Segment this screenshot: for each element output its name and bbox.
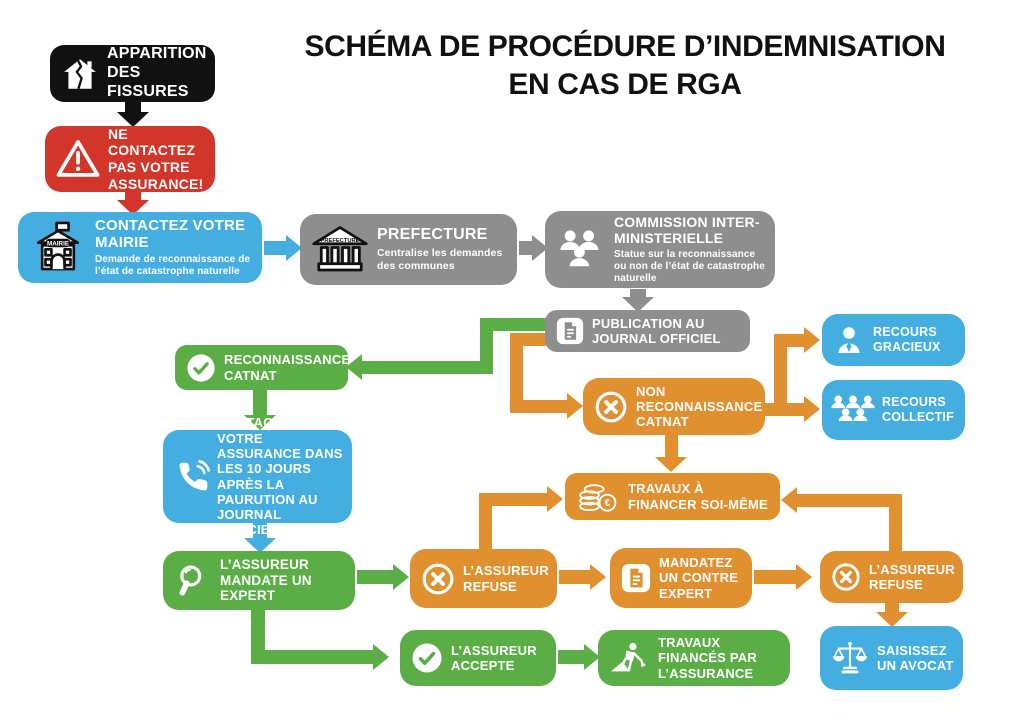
arrowhead	[547, 486, 563, 512]
person-icon	[833, 324, 865, 356]
x-circle-icon	[831, 562, 861, 592]
prefecture-building-icon	[311, 225, 369, 275]
connector-reconnaissance-contact	[253, 390, 267, 416]
connector-publication-reconnaissance	[486, 318, 546, 331]
connector-expert-accepte	[251, 650, 373, 664]
node-assureur-refuse-2	[820, 551, 963, 603]
node-label: SAISISSEZ UN AVOCAT	[877, 642, 954, 673]
svg-text:MAIRIE: MAIRIE	[46, 239, 70, 247]
arrowhead	[804, 396, 820, 422]
node-assureur-refuse-1	[410, 549, 557, 608]
connector-refuse2-travaux	[797, 494, 902, 507]
connector-refuse1-travaux	[479, 493, 547, 506]
node-travaux-finances-par-assurance	[598, 630, 790, 686]
connector-accepte-travaux	[558, 650, 584, 664]
check-circle-icon	[186, 353, 216, 383]
scales-icon	[831, 640, 869, 676]
node-saisissez-un-avocat	[820, 626, 963, 690]
connector-publication-reconnaissance	[362, 361, 481, 374]
node-label: NE CONTACTEZ PAS VOTRE ASSURANCE!	[108, 125, 204, 192]
node-label: COMMISSION INTER-MINISTERIELLE	[614, 213, 760, 247]
node-label: CONTACTEZ VOTRE MAIRIE	[95, 216, 246, 252]
node-label: L’ASSUREUR ACCEPTE	[451, 642, 537, 673]
node-assureur-accepte	[400, 630, 556, 686]
connector-mairie-prefecture	[264, 241, 286, 255]
connector-branch-recours-collectif	[787, 403, 804, 416]
phone-icon	[174, 458, 212, 496]
document-icon	[621, 563, 651, 593]
connector-publication-non-reconnaissance	[510, 333, 523, 413]
node-commission-interministerielle	[545, 211, 775, 288]
node-sublabel: Centralise les demandes des communes	[377, 247, 503, 272]
node-sublabel: Demande de reconnaissance de l’état de catastrophe naturelle	[95, 254, 251, 278]
svg-text:€: €	[604, 497, 611, 509]
connector-expert-refuse1	[357, 570, 393, 584]
node-label: TRAVAUX FINANCÉS PAR L’ASSURANCE	[658, 635, 757, 681]
group-icon	[830, 394, 876, 426]
magnifier-icon	[174, 562, 212, 600]
node-label: NON RECONNAISSANCE CATNAT	[636, 383, 763, 430]
node-non-reconnaissance-catnat	[583, 378, 765, 435]
node-reconnaissance-catnat	[175, 345, 351, 390]
connector-non-reconnaissance-travaux	[665, 435, 678, 458]
worker-icon	[609, 640, 653, 676]
arrowhead	[373, 644, 389, 670]
svg-text:PREFECTURE: PREFECTURE	[320, 237, 360, 244]
node-recours-collectif	[822, 380, 965, 440]
node-ne-contactez-pas-assurance	[45, 126, 215, 192]
arrowhead	[804, 327, 820, 353]
node-contactez-votre-assurance	[163, 415, 352, 538]
connector-branch-recours-gracieux	[787, 334, 804, 347]
node-sublabel: Statue sur la reconnaissance ou non de l’état de catastrophe naturelle	[614, 248, 765, 285]
node-label: L’ASSUREUR REFUSE	[869, 561, 955, 592]
check-circle-icon	[411, 642, 443, 674]
node-label: L’ASSUREUR MANDATE UN EXPERT	[220, 556, 312, 604]
arrowhead	[655, 457, 687, 472]
document-icon	[556, 317, 584, 345]
page-title	[270, 28, 980, 103]
node-label: CONTACTEZ VOTRE ASSURANCE DANS LES 10 JOURS APRÈS LA PAURUTION AU JOURNAL OFFICIEL	[217, 415, 343, 538]
node-label: RECOURS COLLECTIF	[882, 395, 954, 424]
connector-refuse2-travaux	[889, 507, 902, 551]
x-circle-icon	[421, 562, 455, 596]
arrowhead	[393, 564, 409, 590]
connector-refuse1-contre-expert	[559, 570, 590, 584]
coins-icon	[576, 481, 620, 513]
node-label: RECONNAISSANCE CATNAT	[224, 352, 351, 383]
connector-non-reconnaissance-recours	[774, 334, 787, 416]
people-icon	[556, 228, 606, 272]
node-label: RECOURS GRACIEUX	[873, 325, 941, 354]
node-label: PUBLICATION AU JOURNAL OFFICIEL	[592, 315, 721, 346]
arrowhead	[567, 393, 583, 419]
connector-contre-expert-refuse2	[754, 570, 796, 584]
page-title-line2: EN CAS DE RGA	[508, 67, 742, 101]
node-label: MANDATEZ UN CONTRE EXPERT	[659, 555, 739, 601]
node-label: PREFECTURE	[377, 226, 488, 244]
node-apparition-des-fissures	[50, 45, 215, 102]
node-prefecture	[300, 214, 517, 285]
connector-prefecture-commission	[519, 241, 532, 255]
arrowhead	[117, 112, 149, 127]
node-label: TRAVAUX À FINANCER SOI-MÊME	[628, 481, 768, 512]
page-title-line1: SCHÉMA DE PROCÉDURE D’INDEMNISATION	[304, 30, 946, 63]
node-label: APPARITION DES FISSURES	[107, 45, 207, 100]
connector-publication-reconnaissance	[480, 318, 493, 374]
node-assureur-mandate-expert	[163, 551, 355, 610]
node-recours-gracieux	[822, 314, 965, 366]
arrowhead	[781, 487, 797, 513]
arrowhead	[590, 564, 606, 590]
node-contactez-votre-mairie	[18, 212, 262, 283]
x-circle-icon	[594, 390, 628, 424]
connector-publication-non-reconnaissance	[523, 400, 567, 413]
node-travaux-a-financer-soi-meme	[565, 473, 780, 520]
node-publication-journal-officiel	[545, 310, 750, 352]
node-label: L’ASSUREUR REFUSE	[463, 563, 549, 594]
node-mandatez-contre-expert	[610, 548, 752, 608]
town-hall-icon	[29, 219, 87, 277]
house-crack-icon	[61, 56, 99, 92]
arrowhead	[796, 564, 812, 590]
warning-triangle-icon	[56, 138, 100, 180]
connector-refuse1-travaux	[479, 499, 492, 549]
arrowhead	[876, 612, 908, 627]
